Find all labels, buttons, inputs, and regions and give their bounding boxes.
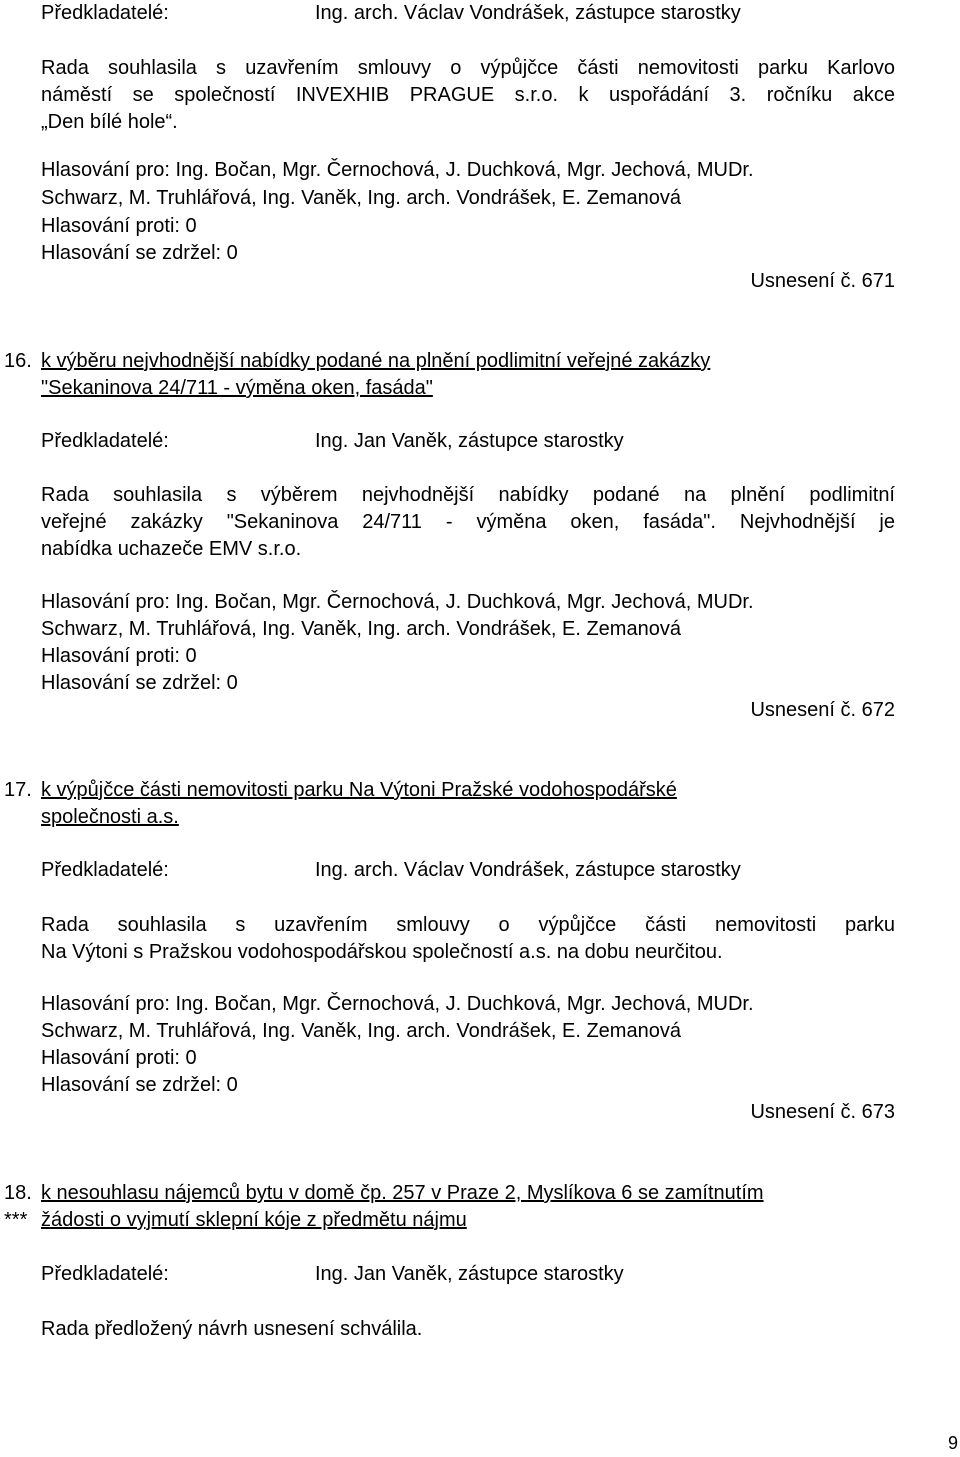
resolution-text-line: náměstí se společností INVEXHIB PRAGUE s.r.o. k uspořádání 3. ročníku akce [41,84,895,106]
vote-zdrzel: Hlasování se zdržel: 0 [41,672,238,694]
vote-zdrzel: Hlasování se zdržel: 0 [41,1074,238,1096]
usneseni-number: Usnesení č. 673 [750,1101,895,1123]
resolution-text-line: veřejné zakázky "Sekaninova 24/711 - výměna oken, fasáda". Nejvhodnější je [41,511,895,533]
resolution-text-line: Rada předložený návrh usnesení schválila. [41,1318,423,1340]
vote-pro-line: Hlasování pro: Ing. Bočan, Mgr. Černochová, J. Duchková, Mgr. Jechová, MUDr. [41,993,754,1015]
vote-pro-line: Hlasování pro: Ing. Bočan, Mgr. Černochová, J. Duchková, Mgr. Jechová, MUDr. [41,591,754,613]
resolution-text-line: Rada souhlasila s uzavřením smlouvy o výpůjčce části nemovitosti parku Karlovo [41,57,895,79]
item-title-line: k nesouhlasu nájemců bytu v domě čp. 257 v Praze 2, Myslíkova 6 se zamítnutím [41,1182,764,1204]
vote-proti: Hlasování proti: 0 [41,1047,197,1069]
vote-pro-line: Schwarz, M. Truhlářová, Ing. Vaněk, Ing. arch. Vondrášek, E. Zemanová [41,618,681,640]
predkladatele-value: Ing. Jan Vaněk, zástupce starostky [315,430,624,452]
resolution-text-line: „Den bílé hole“. [41,111,178,133]
vote-proti: Hlasování proti: 0 [41,645,197,667]
item-number: 16. [4,350,32,372]
item-title-line: společnosti a.s. [41,806,179,828]
vote-pro-line: Hlasování pro: Ing. Bočan, Mgr. Černochová, J. Duchková, Mgr. Jechová, MUDr. [41,159,754,181]
page-number: 9 [947,1433,958,1453]
vote-proti: Hlasování proti: 0 [41,215,197,237]
vote-pro-line: Schwarz, M. Truhlářová, Ing. Vaněk, Ing. arch. Vondrášek, E. Zemanová [41,1020,681,1042]
priority-stars: *** [4,1209,28,1231]
resolution-text-line: Rada souhlasila s výběrem nejvhodnější nabídky podané na plnění podlimitní [41,484,895,506]
usneseni-number: Usnesení č. 671 [750,270,895,292]
predkladatele-label: Předkladatelé: [41,2,169,24]
predkladatele-label: Předkladatelé: [41,1263,169,1285]
predkladatele-value: Ing. Jan Vaněk, zástupce starostky [315,1263,624,1285]
item-number: 17. [4,779,32,801]
item-title-line: žádosti o vyjmutí sklepní kóje z předmětu nájmu [41,1209,467,1231]
vote-zdrzel: Hlasování se zdržel: 0 [41,242,238,264]
resolution-text-line: nabídka uchazeče EMV s.r.o. [41,538,302,560]
item-title-line: "Sekaninova 24/711 - výměna oken, fasáda" [41,377,433,399]
predkladatele-value: Ing. arch. Václav Vondrášek, zástupce starostky [315,859,741,881]
predkladatele-value: Ing. arch. Václav Vondrášek, zástupce starostky [315,2,741,24]
usneseni-number: Usnesení č. 672 [750,699,895,721]
item-number: 18. [4,1182,32,1204]
vote-pro-line: Schwarz, M. Truhlářová, Ing. Vaněk, Ing. arch. Vondrášek, E. Zemanová [41,187,681,209]
predkladatele-label: Předkladatelé: [41,859,169,881]
predkladatele-label: Předkladatelé: [41,430,169,452]
resolution-text-line: Rada souhlasila s uzavřením smlouvy o výpůjčce části nemovitosti parku [41,914,895,936]
item-title-line: k výběru nejvhodnější nabídky podané na plnění podlimitní veřejné zakázky [41,350,711,372]
resolution-text-line: Na Výtoni s Pražskou vodohospodářskou společností a.s. na dobu neurčitou. [41,941,723,963]
item-title-line: k výpůjčce části nemovitosti parku Na Výtoni Pražské vodohospodářské [41,779,677,801]
